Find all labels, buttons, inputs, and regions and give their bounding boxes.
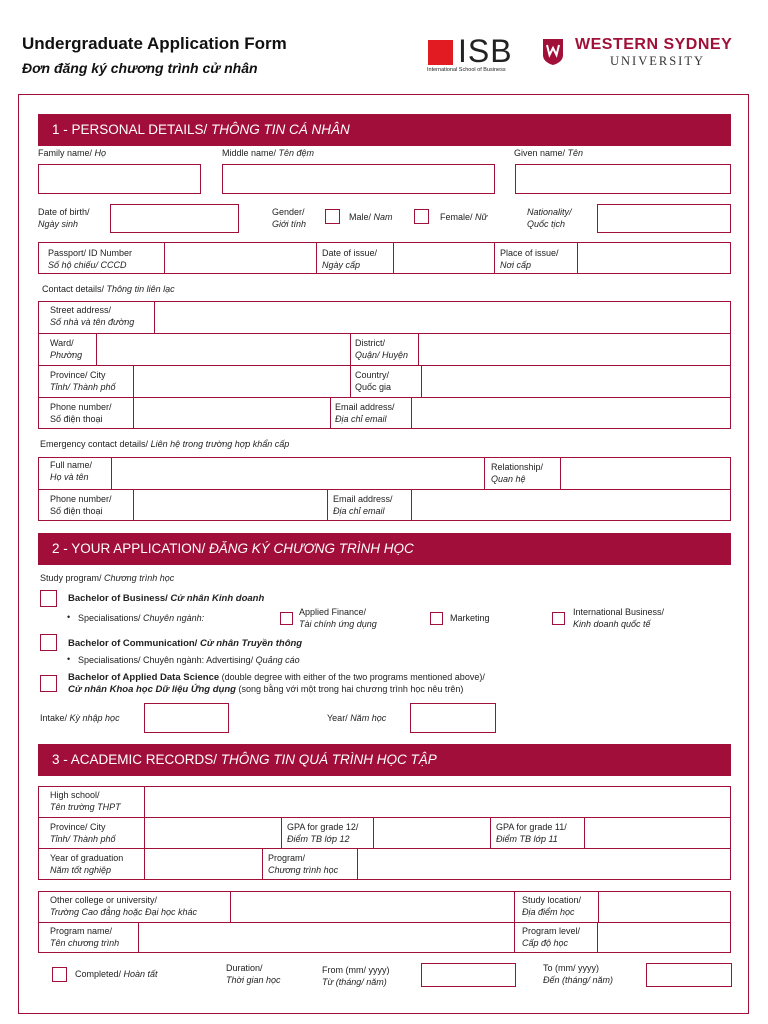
emergency-email-input[interactable] bbox=[412, 490, 730, 520]
study-location-input[interactable] bbox=[599, 892, 730, 921]
place-issue-input[interactable] bbox=[578, 243, 730, 273]
study-location-label: Study location/ Địa điểm học bbox=[522, 895, 582, 917]
emergency-email-label: Email address/ Địa chỉ email bbox=[333, 494, 393, 516]
female-checkbox[interactable] bbox=[414, 209, 429, 224]
isb-logo: ISB bbox=[458, 33, 513, 69]
ward-label: Ward/ Phường bbox=[50, 338, 83, 360]
intake-label: Intake/ Kỳ nhập học bbox=[40, 713, 120, 723]
completed-checkbox[interactable] bbox=[52, 967, 67, 982]
program-level-label: Program level/ Cấp độ học bbox=[522, 926, 581, 948]
wsu-shield-icon bbox=[542, 38, 564, 66]
place-issue-label: Place of issue/ Nơi cấp bbox=[500, 248, 559, 270]
nationality-label: Nationality/ Quốc tịch bbox=[527, 207, 572, 229]
passport-label: Passport/ ID Number Số hộ chiếu/ CCCD bbox=[48, 248, 133, 270]
other-college-label: Other college or university/ Trường Cao đẳng hoặc Đại học khác bbox=[50, 895, 198, 917]
bbus-label: Bachelor of Business/ Cử nhân Kinh doanh bbox=[68, 593, 265, 604]
family-name-label: Family name/ Họ bbox=[38, 148, 107, 158]
section-your-application: 2 - YOUR APPLICATION/ ĐĂNG KÝ CHƯƠNG TRÌNH HỌC bbox=[38, 533, 731, 565]
hs-program-label: Program/ Chương trình học bbox=[268, 853, 339, 875]
section-academic-records: 3 - ACADEMIC RECORDS/ THÔNG TIN QUÁ TRÌNH HỌC TẬP bbox=[38, 744, 731, 776]
country-label: Country/ Quốc gia bbox=[355, 370, 392, 392]
bullet-icon: • bbox=[67, 654, 71, 664]
district-input[interactable] bbox=[419, 334, 730, 364]
form-title: Undergraduate Application Form bbox=[22, 34, 287, 53]
isb-logo-subtitle: International School of Business bbox=[427, 67, 506, 73]
middle-name-input[interactable] bbox=[222, 164, 495, 194]
bads-vi-label: Cử nhân Khoa học Dữ liệu Ứng dụng (song bằng với một trong hai chương trình học nêu trên) bbox=[68, 684, 464, 695]
bbus-spec-label: Specialisations/ Chuyên ngành: bbox=[78, 613, 205, 623]
gpa12-input[interactable] bbox=[374, 818, 489, 847]
street-input[interactable] bbox=[155, 302, 730, 332]
high-school-label: High school/ Tên trường THPT bbox=[50, 790, 121, 812]
district-label: District/ Quận/ Huyện bbox=[355, 338, 409, 360]
male-checkbox[interactable] bbox=[325, 209, 340, 224]
bcomm-checkbox[interactable] bbox=[40, 634, 57, 651]
intake-input[interactable] bbox=[144, 703, 229, 733]
bullet-icon: • bbox=[67, 612, 71, 622]
program-name-label: Program name/ Tên chương trình bbox=[50, 926, 120, 948]
phone-label: Phone number/ Số điện thoại bbox=[50, 402, 112, 424]
contact-details-label: Contact details/ Thông tin liên lạc bbox=[42, 284, 175, 294]
intl-business-label: International Business/ Kinh doanh quốc tế bbox=[573, 607, 665, 629]
relationship-label: Relationship/ Quan hệ bbox=[491, 462, 544, 484]
applied-finance-label: Applied Finance/ Tài chính ứng dụng bbox=[299, 607, 377, 629]
hs-province-label: Province/ City Tỉnh/ Thành phố bbox=[50, 822, 116, 844]
gpa11-label: GPA for grade 11/ Điểm TB lớp 11 bbox=[496, 822, 567, 844]
male-label: Male/ Nam bbox=[349, 212, 393, 222]
year-input[interactable] bbox=[410, 703, 496, 733]
given-name-label: Given name/ Tên bbox=[514, 148, 584, 158]
marketing-checkbox[interactable] bbox=[430, 612, 443, 625]
street-label: Street address/ Số nhà và tên đường bbox=[50, 305, 135, 327]
country-input[interactable] bbox=[422, 366, 730, 396]
grad-year-label: Year of graduation Năm tốt nghiệp bbox=[50, 853, 124, 875]
program-name-input[interactable] bbox=[139, 923, 513, 952]
family-name-input[interactable] bbox=[38, 164, 201, 194]
date-issue-input[interactable] bbox=[394, 243, 493, 273]
dob-input[interactable] bbox=[110, 204, 239, 233]
full-name-label: Full name/ Họ và tên bbox=[50, 460, 93, 482]
given-name-input[interactable] bbox=[515, 164, 731, 194]
other-college-input[interactable] bbox=[231, 892, 513, 921]
completed-label: Completed/ Hoàn tất bbox=[75, 969, 158, 979]
date-issue-label: Date of issue/ Ngày cấp bbox=[322, 248, 378, 270]
marketing-label: Marketing bbox=[450, 613, 490, 623]
passport-input[interactable] bbox=[165, 243, 315, 273]
province-input[interactable] bbox=[134, 366, 349, 396]
study-program-label: Study program/ Chương trình học bbox=[40, 573, 175, 583]
form-title-vi: Đơn đăng ký chương trình cử nhân bbox=[22, 60, 258, 76]
emergency-label: Emergency contact details/ Liên hệ trong trường hợp khẩn cấp bbox=[40, 439, 290, 449]
bcomm-label: Bachelor of Communication/ Cử nhân Truyền thông bbox=[68, 638, 303, 649]
year-label: Year/ Năm học bbox=[327, 713, 387, 723]
gpa12-label: GPA for grade 12/ Điểm TB lớp 12 bbox=[287, 822, 359, 844]
gender-label: Gender/ Giới tính bbox=[272, 207, 306, 229]
emergency-name-input[interactable] bbox=[112, 458, 483, 488]
gpa11-input[interactable] bbox=[585, 818, 730, 847]
intl-business-checkbox[interactable] bbox=[552, 612, 565, 625]
program-level-input[interactable] bbox=[598, 923, 730, 952]
bads-label: Bachelor of Applied Data Science (double degree with either of the two programs mentioned above)/ bbox=[68, 672, 485, 683]
emergency-phone-input[interactable] bbox=[134, 490, 326, 520]
email-input[interactable] bbox=[412, 398, 730, 428]
ward-input[interactable] bbox=[97, 334, 349, 364]
high-school-input[interactable] bbox=[145, 787, 730, 816]
from-label: From (mm/ yyyy) Từ (tháng/ năm) bbox=[322, 965, 390, 987]
phone-input[interactable] bbox=[134, 398, 329, 428]
from-input[interactable] bbox=[421, 963, 516, 987]
to-input[interactable] bbox=[646, 963, 732, 987]
emergency-phone-label: Phone number/ Số điện thoại bbox=[50, 494, 112, 516]
applied-finance-checkbox[interactable] bbox=[280, 612, 293, 625]
dob-label: Date of birth/ Ngày sinh bbox=[38, 207, 90, 229]
email-label: Email address/ Địa chỉ email bbox=[335, 402, 395, 424]
nationality-input[interactable] bbox=[597, 204, 731, 233]
section-personal-details: 1 - PERSONAL DETAILS/ THÔNG TIN CÁ NHÂN bbox=[38, 114, 731, 146]
female-label: Female/ Nữ bbox=[440, 212, 488, 222]
hs-province-input[interactable] bbox=[145, 818, 280, 847]
bads-checkbox[interactable] bbox=[40, 675, 57, 692]
relationship-input[interactable] bbox=[561, 458, 730, 488]
bcomm-spec-label: Specialisations/ Chuyên ngành: Advertising/ Quảng cáo bbox=[78, 655, 300, 665]
grad-year-input[interactable] bbox=[145, 849, 261, 879]
bbus-checkbox[interactable] bbox=[40, 590, 57, 607]
to-label: To (mm/ yyyy) Đến (tháng/ năm) bbox=[543, 963, 614, 985]
hs-program-input[interactable] bbox=[358, 849, 730, 879]
duration-label: Duration/ Thời gian học bbox=[226, 963, 281, 985]
wsu-logo-line2: UNIVERSITY bbox=[610, 54, 705, 68]
middle-name-label: Middle name/ Tên đệm bbox=[222, 148, 315, 158]
isb-logo-mark bbox=[428, 40, 453, 65]
province-label: Province/ City Tỉnh/ Thành phố bbox=[50, 370, 116, 392]
wsu-logo-line1: WESTERN SYDNEY bbox=[575, 36, 733, 53]
